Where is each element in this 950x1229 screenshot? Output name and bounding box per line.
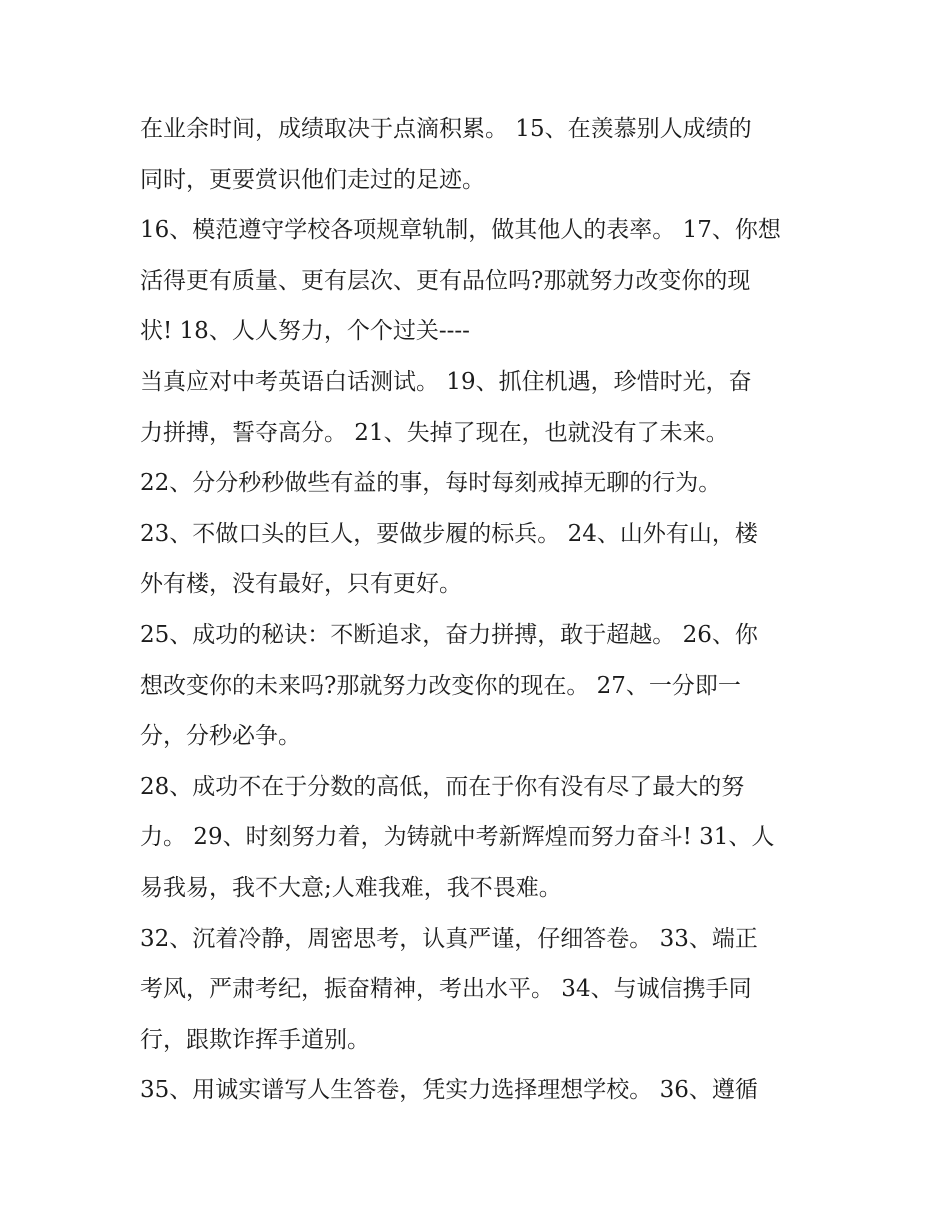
text-line: 同时，更要赏识他们走过的足迹。 — [140, 166, 485, 193]
text-line: 考风，严肃考纪，振奋精神，考出水平。 34、与诚信携手同 — [140, 976, 752, 1003]
text-line: 28、成功不在于分数的高低，而在于你有没有尽了最大的努 — [140, 773, 745, 800]
text-line: 在业余时间，成绩取决于点滴积累。 15、在羡慕别人成绩的 — [140, 116, 752, 142]
text-line: 易我易，我不大意;人难我难，我不畏难。 — [140, 874, 562, 901]
text-line: 25、成功的秘诀：不断追求，奋力拼搏，敢于超越。 26、你 — [140, 621, 758, 648]
text-line: 力。 29、时刻努力着，为铸就中考新辉煌而努力奋斗! 31、人 — [140, 824, 775, 851]
text-line: 35、用诚实谱写人生答卷，凭实力选择理想学校。 36、遵循 — [140, 1077, 758, 1104]
text-line: 状! 18、人人努力，个个过关---- — [140, 318, 470, 345]
text-line: 活得更有质量、更有层次、更有品位吗?那就努力改变你的现 — [140, 267, 751, 294]
text-line: 外有楼，没有最好，只有更好。 — [140, 571, 462, 598]
text-line: 当真应对中考英语白话测试。 19、抓住机遇，珍惜时光，奋 — [140, 368, 752, 395]
text-line: 分，分秒必争。 — [140, 723, 301, 750]
text-line: 22、分分秒秒做些有益的事，每时每刻戒掉无聊的行为。 — [140, 470, 722, 497]
text-line: 16、模范遵守学校各项规章轨制，做其他人的表率。 17、你想 — [140, 217, 781, 244]
text-line: 想改变你的未来吗?那就努力改变你的现在。 27、一分即一 — [140, 672, 741, 699]
text-line: 力拼搏，誓夺高分。 21、失掉了现在，也就没有了未来。 — [140, 419, 729, 446]
text-line: 32、沉着冷静，周密思考，认真严谨，仔细答卷。 33、端正 — [140, 925, 758, 952]
text-line: 行，跟欺诈挥手道别。 — [140, 1026, 370, 1053]
text-line: 23、不做口头的巨人，要做步履的标兵。 24、山外有山，楼 — [140, 520, 758, 547]
document-text-body — [140, 104, 830, 1116]
